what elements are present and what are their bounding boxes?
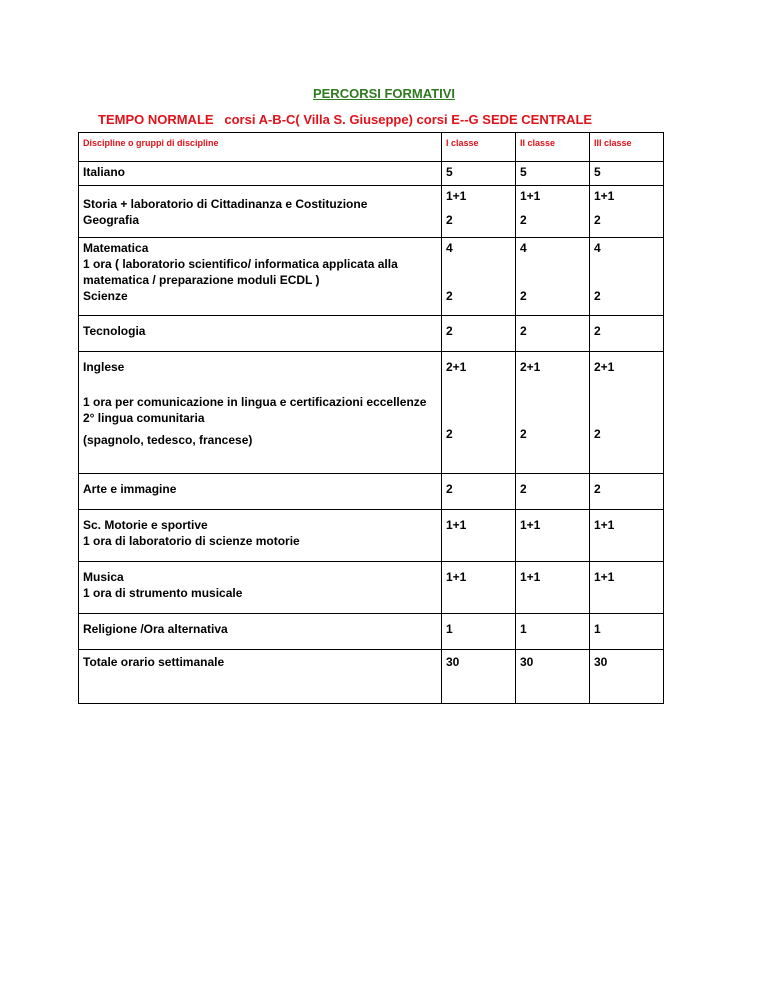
subject-cell xyxy=(79,614,442,650)
value-cell xyxy=(516,186,590,238)
table-row xyxy=(79,614,664,650)
header-disciplines: Discipline o gruppi di discipline xyxy=(79,133,442,162)
value-cell xyxy=(590,650,664,704)
value-text: 2 xyxy=(446,213,453,227)
value-cell xyxy=(516,650,590,704)
value-cell xyxy=(516,510,590,562)
value-cell xyxy=(442,562,516,614)
subject-cell xyxy=(79,474,442,510)
value-text: 30 xyxy=(594,655,608,669)
header-class-1: I classe xyxy=(442,133,516,162)
value-text: 5 xyxy=(446,165,453,179)
value-cell xyxy=(442,474,516,510)
subject-label: 1 ora per comunicazione in lingua e certificazioni eccellenze xyxy=(83,395,427,409)
value-text: 2 xyxy=(446,289,453,303)
value-text: 1+1 xyxy=(520,518,541,532)
subject-cell xyxy=(79,162,442,186)
table-row-total xyxy=(79,650,664,704)
value-cell xyxy=(516,352,590,474)
subject-label: Inglese xyxy=(83,360,125,374)
value-text: 1+1 xyxy=(520,189,541,203)
subject-label: Scienze xyxy=(83,289,128,303)
value-text: 1+1 xyxy=(446,518,467,532)
table-row xyxy=(79,316,664,352)
page-subheading: TEMPO NORMALE corsi A-B-C( Villa S. Giuseppe) corsi E--G SEDE CENTRALE xyxy=(98,112,593,127)
subject-label: Storia + laboratorio di Cittadinanza e Costituzione xyxy=(83,197,368,211)
value-text: 30 xyxy=(446,655,460,669)
value-cell xyxy=(590,238,664,316)
table-row xyxy=(79,562,664,614)
table-row xyxy=(79,238,664,316)
subject-cell xyxy=(79,186,442,238)
value-text: 1 xyxy=(594,622,601,636)
subject-label: Sc. Motorie e sportive xyxy=(83,518,208,532)
subject-label: 1 ora di laboratorio di scienze motorie xyxy=(83,534,300,548)
table-header-row xyxy=(79,133,664,162)
value-cell xyxy=(590,562,664,614)
table-row xyxy=(79,352,664,474)
value-cell xyxy=(590,510,664,562)
page-heading-text: PERCORSI FORMATIVI xyxy=(312,86,456,101)
value-text: 2 xyxy=(446,324,453,338)
timetable xyxy=(78,132,664,704)
value-text: 1 xyxy=(520,622,527,636)
subject-label: 1 ora di strumento musicale xyxy=(83,586,243,600)
value-cell xyxy=(516,162,590,186)
value-text: 2 xyxy=(520,427,527,441)
value-cell xyxy=(442,614,516,650)
value-text: 2+1 xyxy=(446,360,467,374)
subject-cell xyxy=(79,650,442,704)
value-cell xyxy=(516,238,590,316)
subject-label: Totale orario settimanale xyxy=(83,655,225,669)
value-text: 4 xyxy=(446,241,453,255)
subject-label: Musica xyxy=(83,570,124,584)
value-text: 2 xyxy=(594,482,601,496)
value-text: 2 xyxy=(520,482,527,496)
value-cell xyxy=(442,650,516,704)
value-text: 1+1 xyxy=(594,189,615,203)
subject-label: 2° lingua comunitaria xyxy=(83,411,205,425)
value-cell xyxy=(516,474,590,510)
value-text: 5 xyxy=(594,165,601,179)
value-text: 2 xyxy=(520,213,527,227)
value-cell xyxy=(442,238,516,316)
subject-label: Arte e immagine xyxy=(83,482,177,496)
value-cell xyxy=(442,352,516,474)
header-class-2: II classe xyxy=(516,133,590,162)
subject-label: Religione /Ora alternativa xyxy=(83,622,228,636)
subject-label: Italiano xyxy=(83,165,126,179)
value-text: 4 xyxy=(520,241,527,255)
value-text: 1+1 xyxy=(594,570,615,584)
subject-label: (spagnolo, tedesco, francese) xyxy=(83,433,253,447)
subject-cell xyxy=(79,238,442,316)
value-text: 2 xyxy=(594,213,601,227)
value-text: 2 xyxy=(446,427,453,441)
value-text: 2 xyxy=(520,324,527,338)
value-cell xyxy=(442,186,516,238)
header-class-3: III classe xyxy=(590,133,664,162)
table-row xyxy=(79,186,664,238)
table-row xyxy=(79,510,664,562)
value-cell xyxy=(590,474,664,510)
subject-cell xyxy=(79,352,442,474)
value-cell xyxy=(442,316,516,352)
value-cell xyxy=(590,162,664,186)
value-text: 2+1 xyxy=(594,360,615,374)
subject-cell xyxy=(79,510,442,562)
table-row xyxy=(79,474,664,510)
value-text: 2 xyxy=(520,289,527,303)
value-text: 30 xyxy=(520,655,534,669)
value-text: 1+1 xyxy=(446,189,467,203)
value-text: 2 xyxy=(446,482,453,496)
subject-label: Tecnologia xyxy=(83,324,146,338)
value-cell xyxy=(590,186,664,238)
value-text: 4 xyxy=(594,241,601,255)
value-cell xyxy=(590,316,664,352)
subject-label: Matematica xyxy=(83,241,149,255)
value-text: 2 xyxy=(594,289,601,303)
value-text: 5 xyxy=(520,165,527,179)
table-row xyxy=(79,162,664,186)
value-cell xyxy=(442,510,516,562)
value-text: 2+1 xyxy=(520,360,541,374)
value-text: 2 xyxy=(594,427,601,441)
value-cell xyxy=(516,316,590,352)
value-cell xyxy=(516,614,590,650)
value-text: 1 xyxy=(446,622,453,636)
value-text: 1+1 xyxy=(594,518,615,532)
value-cell xyxy=(590,614,664,650)
subject-label: 1 ora ( laboratorio scientifico/ informatica applicata alla matematica / preparazione moduli ECDL ) xyxy=(83,257,398,287)
value-cell xyxy=(442,162,516,186)
page-heading xyxy=(0,86,768,101)
value-text: 2 xyxy=(594,324,601,338)
value-text: 1+1 xyxy=(446,570,467,584)
value-cell xyxy=(590,352,664,474)
subject-cell xyxy=(79,316,442,352)
value-cell xyxy=(516,562,590,614)
subject-cell xyxy=(79,562,442,614)
subject-label: Geografia xyxy=(83,213,140,227)
value-text: 1+1 xyxy=(520,570,541,584)
